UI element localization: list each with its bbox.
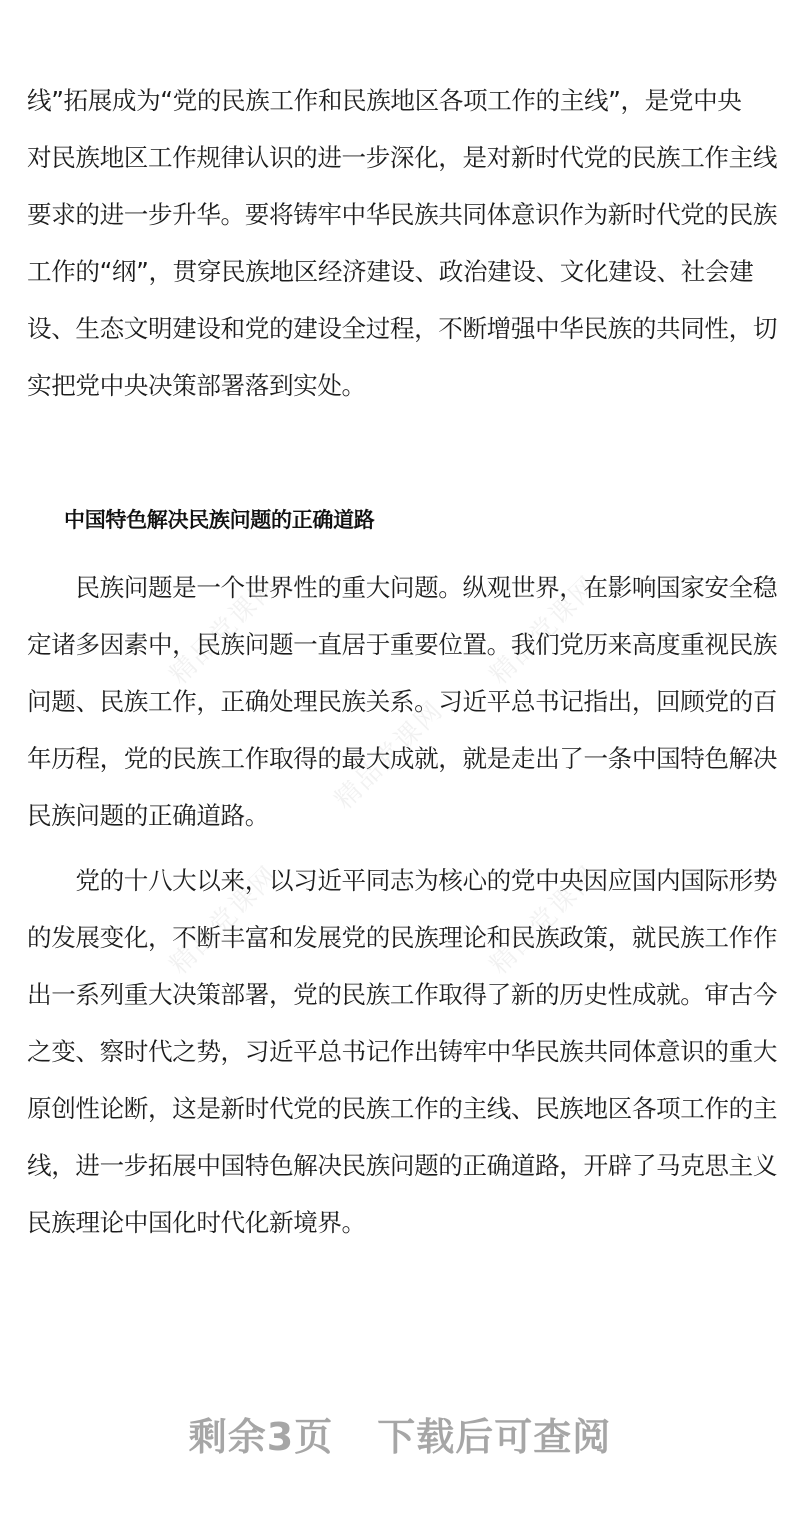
- text-line: 原创性论断，这是新时代党的民族工作的主线、民族地区各项工作的主: [27, 1094, 778, 1123]
- text-line: 实把党中央决策部署落到实处。: [27, 371, 366, 400]
- text-line: 线，进一步拓展中国特色解决民族问题的正确道路，开辟了马克思主义: [27, 1151, 778, 1180]
- watermark: 精品党课网: [164, 570, 285, 691]
- download-prompt-label: 下载后可查阅: [377, 1415, 612, 1459]
- text-line: 党的十八大以来，以习近平同志为核心的党中央因应国内国际形势: [27, 866, 778, 895]
- section-heading: 中国特色解决民族问题的正确道路: [64, 508, 375, 532]
- watermark: 精品党课网: [329, 695, 450, 816]
- text-line: 出一系列重大决策部署，党的民族工作取得了新的历史性成就。审古今: [27, 980, 778, 1009]
- text-line: 线”拓展成为“党的民族工作和民族地区各项工作的主线”，是党中央: [27, 86, 742, 115]
- text-line: 对民族地区工作规律认识的进一步深化，是对新时代党的民族工作主线: [27, 143, 778, 172]
- text-line: 之变、察时代之势，习近平总书记作出铸牢中华民族共同体意识的重大: [27, 1037, 778, 1066]
- text-line: 民族问题的正确道路。: [27, 801, 269, 830]
- text-line: 的发展变化，不断丰富和发展党的民族理论和民族政策，就民族工作作: [27, 923, 778, 952]
- remaining-pages-banner[interactable]: [0, 1412, 800, 1462]
- remaining-pages-label: 剩余3页: [188, 1415, 334, 1459]
- text-line: 年历程，党的民族工作取得的最大成就，就是走出了一条中国特色解决: [27, 744, 778, 773]
- text-line: 问题、民族工作，正确处理民族关系。习近平总书记指出，回顾党的百: [27, 687, 778, 716]
- watermark: 精品党课网: [484, 860, 605, 981]
- text-line: 定诸多因素中，民族问题一直居于重要位置。我们党历来高度重视民族: [27, 630, 778, 659]
- text-line: 设、生态文明建设和党的建设全过程，不断增强中华民族的共同性，切: [27, 314, 778, 343]
- text-line: 要求的进一步升华。要将铸牢中华民族共同体意识作为新时代党的民族: [27, 200, 778, 229]
- text-line: 工作的“纲”，贯穿民族地区经济建设、政治建设、文化建设、社会建: [27, 257, 754, 286]
- text-line: 民族理论中国化时代化新境界。: [27, 1208, 366, 1237]
- text-line: 民族问题是一个世界性的重大问题。纵观世界，在影响国家安全稳: [27, 573, 778, 602]
- watermark: 精品党课网: [164, 860, 285, 981]
- watermark: 精品党课网: [484, 570, 605, 691]
